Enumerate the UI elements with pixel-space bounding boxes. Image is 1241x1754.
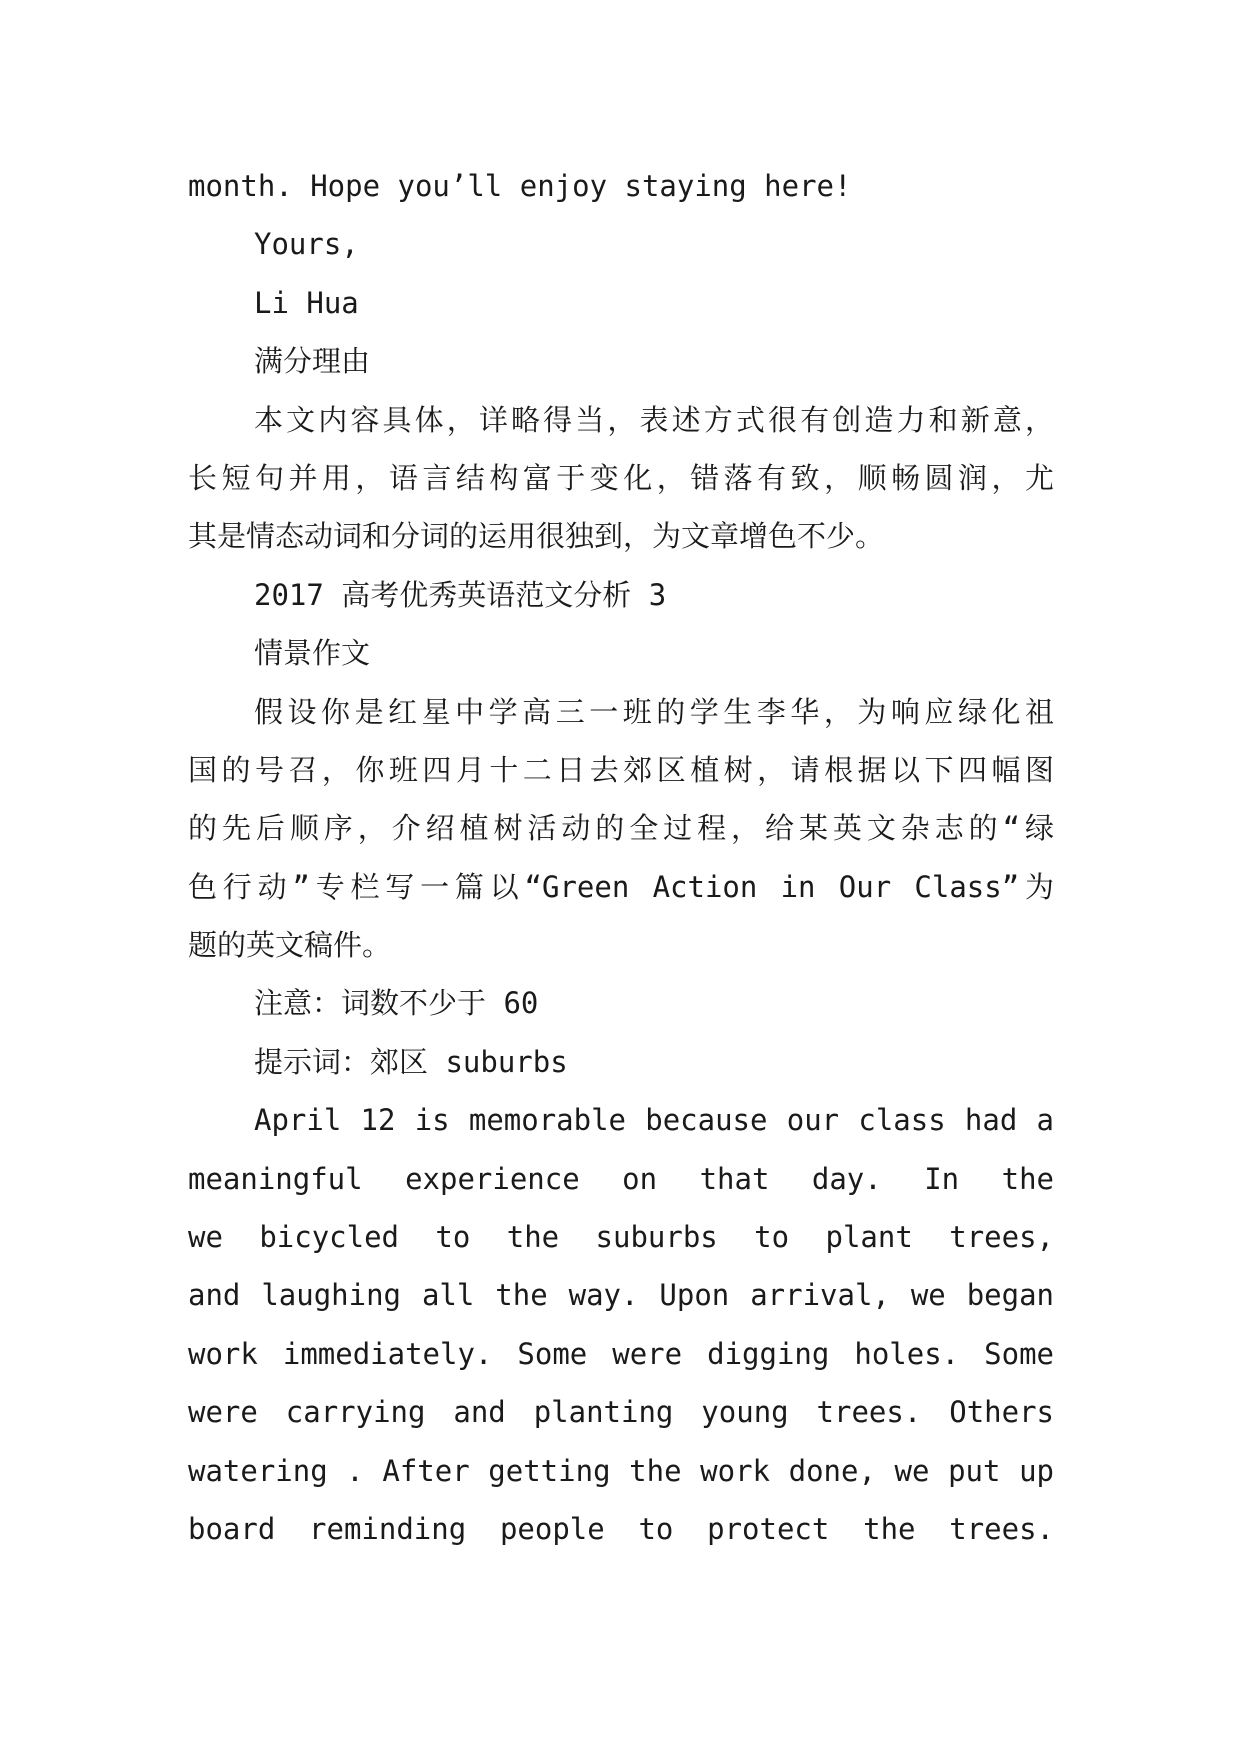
text-line: 提示词：郊区 suburbs: [254, 1044, 568, 1079]
text-line: 色行动”专栏写一篇以“Green Action in Our Class”为: [188, 869, 1054, 904]
section-heading: 情景作文: [254, 636, 371, 671]
text-line: 国的号召，你班四月十二日去郊区植树，请根据以下四幅图: [188, 752, 1054, 787]
text-line: were carrying and planting young trees. Others: [188, 1395, 1054, 1430]
text-line: watering . After getting the work done, we put up: [188, 1453, 1054, 1488]
text-line: work immediately. Some were digging holes. Some: [188, 1336, 1054, 1371]
text-line: meaningful experience on that day. In the: [188, 1161, 1054, 1196]
text-line: Yours,: [254, 227, 359, 262]
text-line: 注意：词数不少于 60: [254, 986, 539, 1021]
text-line: 长短句并用，语言结构富于变化，错落有致，顺畅圆润，尤: [188, 460, 1054, 495]
section-heading: 满分理由: [254, 344, 371, 379]
text-line: board reminding people to protect the trees.: [188, 1511, 1054, 1546]
text-line: April 12 is memorable because our class had a: [254, 1103, 1054, 1138]
text-line: 的先后顺序，介绍植树活动的全过程，给某英文杂志的“绿: [188, 811, 1054, 846]
text-line: 本文内容具体，详略得当，表述方式很有创造力和新意，: [254, 402, 1054, 437]
document-body: [188, 157, 1054, 1558]
text-line: 其是情态动词和分词的运用很独到，为文章增色不少。: [188, 519, 885, 554]
text-line: 题的英文稿件。: [188, 928, 392, 963]
text-line: we bicycled to the suburbs to plant trees,: [188, 1220, 1054, 1255]
section-title: 2017 高考优秀英语范文分析 3: [254, 577, 667, 612]
text-line: month. Hope you’ll enjoy staying here!: [188, 169, 852, 203]
text-line: Li Hua: [254, 285, 359, 320]
text-line: and laughing all the way. Upon arrival, we began: [188, 1278, 1054, 1313]
text-line: 假设你是红星中学高三一班的学生李华，为响应绿化祖: [254, 694, 1054, 729]
